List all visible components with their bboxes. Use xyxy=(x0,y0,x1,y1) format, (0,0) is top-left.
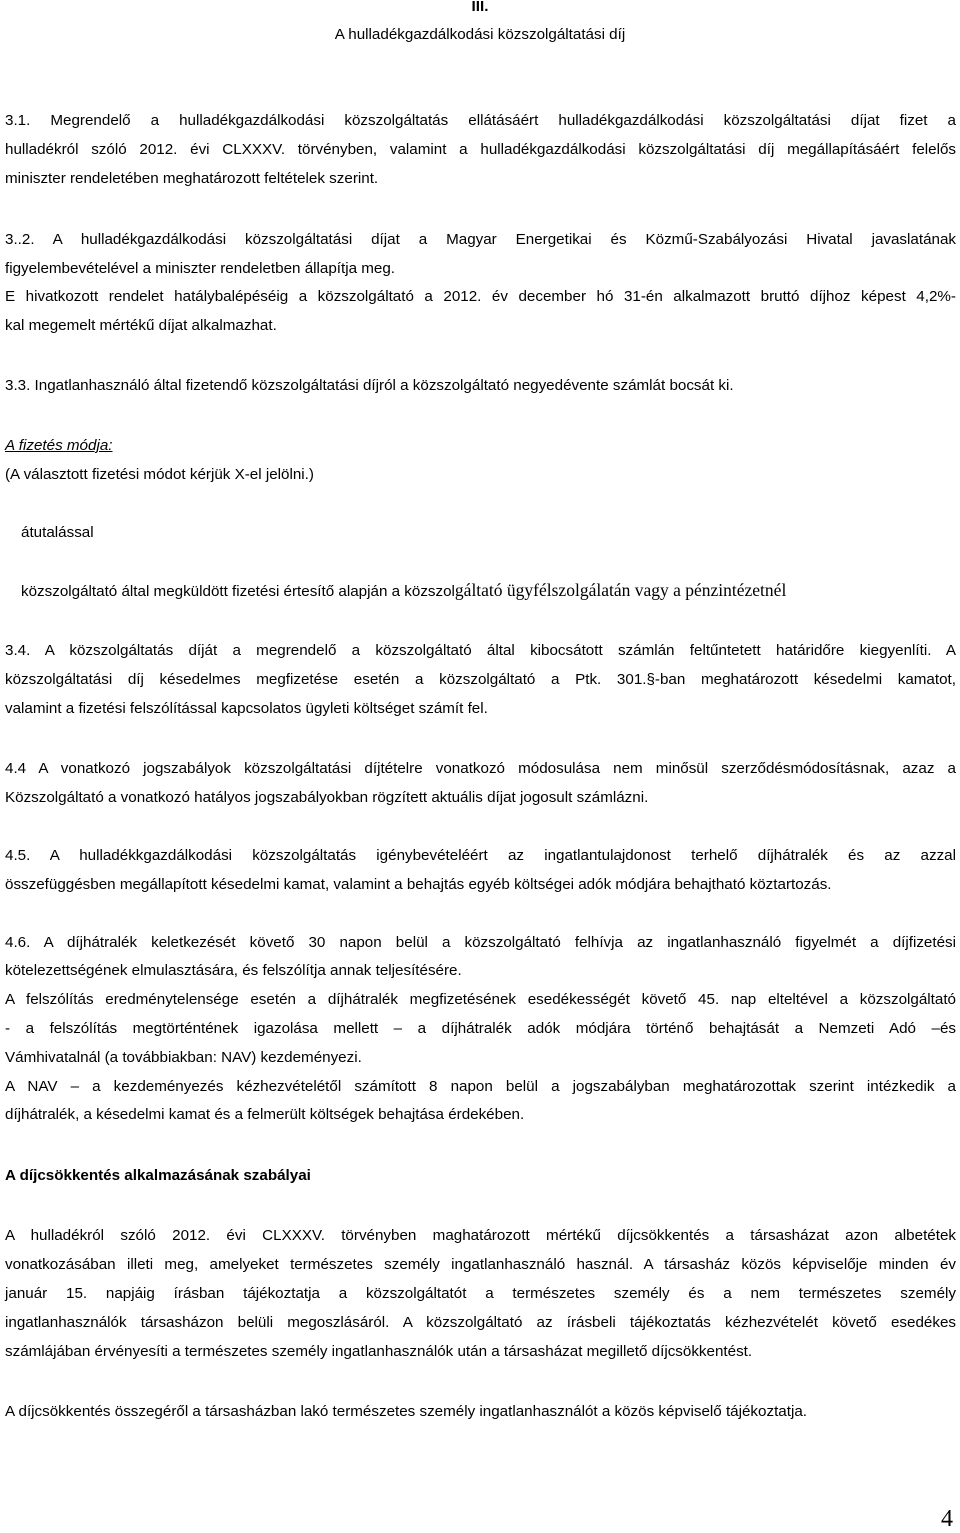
section-3-4-line: valamint a fizetési felszólítással kapcsolatos ügyleti költséget számít fel. xyxy=(5,700,488,717)
section-3-1-line: 3.1. Megrendelő a hulladékgazdálkodási közszolgáltatás ellátásáért hulladékgazdálkodási közszolgáltatási díjat fizet a xyxy=(5,112,956,129)
section-4-6-line: díjhátralék, a késedelmi kamat és a felmerült költségek behajtása érdekében. xyxy=(5,1106,525,1123)
section-4-6-line: A NAV – a kezdeményezés kézhezvételétől számított 8 napon belül a jogszabályban meghatározottak szerint intézkedik a xyxy=(5,1078,956,1095)
payment-instruction: (A választott fizetési módot kérjük X-el jelölni.) xyxy=(5,466,314,483)
section-3-4-line: 3.4. A közszolgáltatás díját a megrendelő a közszolgáltató által kibocsátott számlán feltűntetett határidőre kiegyenlíti. A xyxy=(5,642,956,659)
chapter-title: A hulladékgazdálkodási közszolgáltatási díj xyxy=(334,26,626,43)
discount-line: vonatkozásában illeti meg, amelyeket természetes személy ingatlanhasználó használ. A társasház közös képviselője minden év xyxy=(5,1256,956,1273)
section-4-6-line: Vámhivatalnál (a továbbiakban: NAV) kezdeményezi. xyxy=(5,1049,362,1066)
payment-option-notice-text: közszolgáltató által megküldött fizetési értesítő alapján a közszol xyxy=(21,583,455,600)
section-3-2-line: figyelembevételével a miniszter rendeletben állapítja meg. xyxy=(5,260,396,277)
page-number: 4 xyxy=(941,1506,953,1532)
discount-line: A díjcsökkentés összegéről a társasházban lakó természetes személy ingatlanhasználót a közös képviselő tájékoztatja. xyxy=(5,1403,807,1420)
section-4-6-line: A felszólítás eredménytelensége esetén a díjhátralék megfizetésének esedékességét követő 45. nap elteltével a közszolgáltató xyxy=(5,991,956,1008)
discount-line: ingatlanhasználók társasházon belüli megoszlásáról. A közszolgáltató az írásbeli tájékoztatás kézhezvételét követő esedékes xyxy=(5,1314,956,1331)
section-3-2-line: kal megemelt mértékű díjat alkalmazhat. xyxy=(5,317,277,334)
section-3-2-line: E hivatkozott rendelet hatálybalépéséig a közszolgáltató a 2012. év december hó 31-én alkalmazott bruttó díjhoz képest 4,2%- xyxy=(5,288,956,305)
section-4-4-line: 4.4 A vonatkozó jogszabályok közszolgáltatási díjtételre vonatkozó módosulása nem minősül szerződésmódosításnak, azaz a xyxy=(5,760,956,777)
payment-option-transfer[interactable]: átutalással xyxy=(21,524,94,541)
section-3-1-line: hulladékról szóló 2012. évi CLXXXV. törvényben, valamint a hulladékgazdálkodási közszolgáltatási díj megállapításáért felelős xyxy=(5,141,956,158)
section-4-6-line: kötelezettségének elmulasztására, és felszólítja annak teljesítésére. xyxy=(5,962,462,979)
section-4-5-line: 4.5. A hulladékkgazdálkodási közszolgáltatás igénybevételéért az ingatlantulajdonost terhelő díjhátralék és az azzal xyxy=(5,847,956,864)
section-4-4-line: Közszolgáltató a vonatkozó hatályos jogszabályokban rögzített aktuális díjat jogosult számlázni. xyxy=(5,789,649,806)
payment-option-notice-text-serif: gáltató ügyfélszolgálatán vagy a pénzintézetnél xyxy=(454,580,787,600)
payment-method-heading: A fizetés módja: xyxy=(5,437,113,454)
section-4-6-line: - a felszólítás megtörténtének igazolása mellett – a díjhátralék adók módjára történő behajtását a Nemzeti Adó –és xyxy=(5,1020,956,1037)
discount-line: január 15. napjáig írásban tájékoztatja a közszolgáltatót a természetes személy és a nem természetes személy xyxy=(5,1285,956,1302)
section-3-4-line: közszolgáltatási díj késedelmes megfizetése esetén a közszolgáltató a Ptk. 301.§-ban meghatározott késedelmi kamatot, xyxy=(5,671,956,688)
chapter-number: III. xyxy=(471,0,489,15)
discount-heading: A díjcsökkentés alkalmazásának szabályai xyxy=(5,1167,311,1184)
discount-line: számlájában érvényesíti a természetes személy ingatlanhasználók után a társasházat megillető díjcsökkentést. xyxy=(5,1343,753,1360)
section-4-5-line: összefüggésben megállapított késedelmi kamat, valamint a behajtás egyéb költségei adók módjára behajtható köztartozás. xyxy=(5,876,832,893)
section-3-1-line: miniszter rendeletében meghatározott feltételek szerint. xyxy=(5,170,379,187)
section-3-3-line: 3.3. Ingatlanhasználó által fizetendő közszolgáltatási díjról a közszolgáltató negyedévente számlát bocsát ki. xyxy=(5,377,734,394)
section-3-2-line: 3..2. A hulladékgazdálkodási közszolgáltatási díjat a Magyar Energetikai és Közmű-Szabályozási Hivatal javaslatának xyxy=(5,231,956,248)
discount-line: A hulladékról szóló 2012. évi CLXXXV. törvényben maghatározott mértékű díjcsökkentés a társasházat azon albetétek xyxy=(5,1227,956,1244)
section-4-6-line: 4.6. A díjhátralék keletkezését követő 30 napon belül a közszolgáltató felhívja az ingatlanhasználó figyelmét a díjfizetési xyxy=(5,934,956,951)
payment-option-notice[interactable] xyxy=(21,580,960,602)
